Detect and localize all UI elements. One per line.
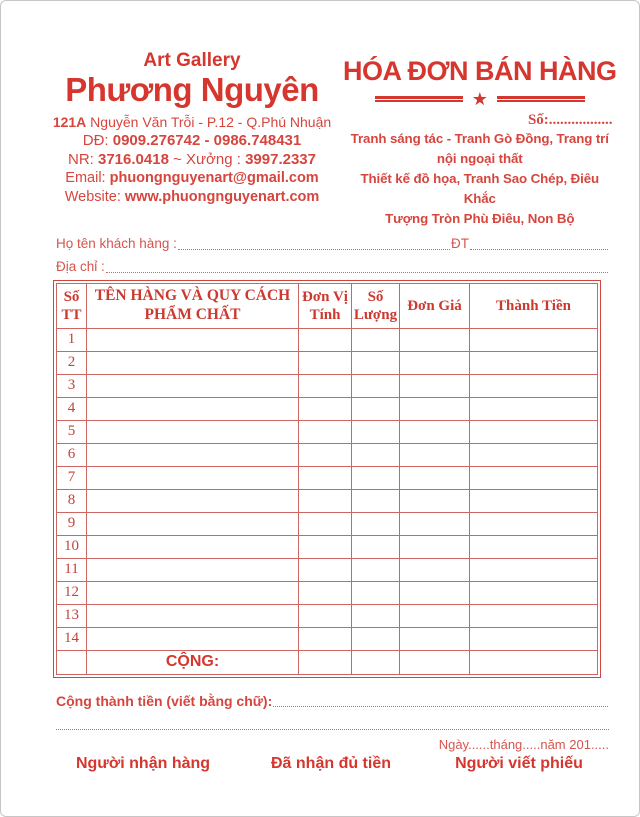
empty-cell: [470, 443, 598, 466]
table-row: [57, 397, 598, 420]
seller-block: [41, 51, 343, 229]
seller-tagline: Art Gallery: [143, 50, 241, 71]
empty-cell: [352, 489, 400, 512]
empty-cell: [299, 627, 352, 650]
items-table: [56, 283, 598, 675]
empty-cell: [352, 650, 400, 674]
signature-paid-confirmation: Đã nhận đủ tiền: [271, 754, 391, 772]
header: [1, 1, 639, 229]
table-row: [57, 512, 598, 535]
table-row: [57, 535, 598, 558]
empty-cell: [352, 351, 400, 374]
row-number-cell: 4: [57, 397, 87, 420]
amount-in-words-label: Cộng thành tiền (viết bằng chữ):: [56, 692, 273, 709]
empty-cell: [470, 650, 598, 674]
empty-cell: [400, 443, 470, 466]
email-value: phuongnguyenart@gmail.com: [109, 170, 319, 187]
empty-cell: [400, 650, 470, 674]
empty-cell: [400, 489, 470, 512]
website-label: Website:: [64, 188, 125, 205]
empty-cell: [299, 443, 352, 466]
empty-cell: [299, 604, 352, 627]
col-header-amount: Thành Tiền: [470, 284, 598, 329]
row-number-cell: 9: [57, 512, 87, 535]
seller-email-line: [41, 169, 343, 188]
table-row: [57, 443, 598, 466]
empty-cell: [470, 581, 598, 604]
customer-address-line: [56, 259, 609, 275]
empty-cell: [470, 535, 598, 558]
empty-cell: [87, 328, 299, 351]
empty-cell: [400, 328, 470, 351]
landline-label: NR:: [68, 150, 98, 168]
star-icon: ★: [471, 89, 488, 110]
seller-address: [41, 113, 343, 131]
row-number-cell: 7: [57, 466, 87, 489]
empty-cell: [470, 420, 598, 443]
col-header-stt: Số TT: [57, 284, 87, 329]
items-table-frame: [53, 280, 601, 678]
empty-cell: [352, 627, 400, 650]
row-number-cell: 8: [57, 489, 87, 512]
service-line-1: Tranh sáng tác - Tranh Gò Đồng, Trang trí nội ngoại thất: [350, 131, 609, 167]
empty-cell: [352, 420, 400, 443]
service-line-2: Thiết kế đồ họa, Tranh Sao Chép, Điêu Khắc: [360, 171, 600, 207]
empty-cell: [352, 581, 400, 604]
row-number-cell: 6: [57, 443, 87, 466]
empty-cell: [352, 443, 400, 466]
empty-cell: [299, 420, 352, 443]
total-label: CỘNG:: [87, 650, 299, 674]
empty-cell: [400, 558, 470, 581]
amount-in-words-fill-line: [273, 705, 608, 707]
row-number-cell: 1: [57, 328, 87, 351]
table-row: [57, 328, 598, 351]
service-line-3: Tượng Tròn Phù Điêu, Non Bộ: [385, 211, 575, 227]
landline-number: 3716.0418: [98, 150, 169, 168]
empty-cell: [400, 581, 470, 604]
empty-cell: [352, 558, 400, 581]
table-row: [57, 604, 598, 627]
date-line: Ngày......tháng.....năm 201.....: [438, 736, 609, 752]
seller-landline-line: [41, 150, 343, 169]
empty-cell: [400, 420, 470, 443]
empty-cell: [470, 627, 598, 650]
empty-cell: [470, 374, 598, 397]
empty-cell: [470, 328, 598, 351]
invoice-title-block: [343, 51, 617, 229]
signature-row: [49, 755, 613, 773]
invoice-title: HÓA ĐƠN BÁN HÀNG: [343, 56, 617, 86]
table-row: [57, 374, 598, 397]
empty-cell: [299, 581, 352, 604]
mobile-numbers: 0909.276742 - 0986.748431: [112, 131, 302, 149]
total-row: [57, 650, 598, 674]
empty-cell: [470, 466, 598, 489]
table-row: [57, 489, 598, 512]
customer-phone-label: ĐT: [451, 236, 469, 252]
signature-receiver: Người nhận hàng: [75, 754, 211, 772]
table-row: [57, 627, 598, 650]
empty-cell: [470, 489, 598, 512]
empty-cell: [87, 420, 299, 443]
empty-cell: [352, 466, 400, 489]
empty-cell: [87, 489, 299, 512]
customer-address-fill-line: [106, 271, 608, 273]
table-row: [57, 466, 598, 489]
col-header-unit: Đơn Vị Tính: [299, 284, 352, 329]
col-header-item-name: TÊN HÀNG VÀ QUY CÁCH PHẨM CHẤT: [87, 284, 299, 329]
website-value: www.phuongnguyenart.com: [124, 188, 320, 205]
row-number-cell: 10: [57, 535, 87, 558]
email-label: Email:: [65, 170, 110, 187]
row-number-cell: 5: [57, 420, 87, 443]
customer-phone-fill-line: [470, 248, 608, 250]
divider-rule-left: [375, 96, 463, 102]
signature-issuer: Người viết phiếu: [455, 754, 583, 772]
empty-cell: [352, 604, 400, 627]
seller-website-line: [41, 188, 343, 207]
empty-cell: [87, 558, 299, 581]
customer-address-label: Địa chỉ :: [56, 259, 105, 275]
empty-cell: [87, 581, 299, 604]
empty-cell: [400, 466, 470, 489]
empty-cell: [470, 558, 598, 581]
workshop-label: ~ Xưởng :: [168, 150, 246, 168]
table-row: [57, 581, 598, 604]
col-header-unit-price: Đơn Giá: [400, 284, 470, 329]
empty-cell: [352, 535, 400, 558]
seller-mobile-line: [41, 131, 343, 150]
empty-cell: [87, 535, 299, 558]
empty-cell: [352, 328, 400, 351]
empty-cell: [400, 512, 470, 535]
empty-cell: [87, 466, 299, 489]
row-number-cell: 3: [57, 374, 87, 397]
empty-cell: [87, 443, 299, 466]
empty-cell: [299, 351, 352, 374]
empty-cell: [87, 351, 299, 374]
empty-cell: [87, 512, 299, 535]
empty-cell: [299, 535, 352, 558]
workshop-number: 3997.2337: [245, 150, 316, 168]
empty-cell: [299, 374, 352, 397]
empty-cell: [87, 627, 299, 650]
title-divider: [343, 90, 617, 108]
table-row: [57, 558, 598, 581]
table-row: [57, 351, 598, 374]
divider-rule-right: [497, 96, 585, 102]
seller-address-number: 121A: [52, 113, 87, 130]
table-row: [57, 420, 598, 443]
empty-cell: [87, 397, 299, 420]
empty-cell: [299, 397, 352, 420]
empty-cell: [470, 512, 598, 535]
empty-cell: [400, 627, 470, 650]
empty-cell: [400, 397, 470, 420]
empty-cell: [299, 512, 352, 535]
invoice-serial-line: Số:.................: [527, 112, 613, 129]
row-number-cell: 12: [57, 581, 87, 604]
empty-cell: [470, 397, 598, 420]
empty-cell: [299, 466, 352, 489]
seller-brand-name: Phương Nguyên: [65, 70, 319, 108]
empty-cell: [400, 535, 470, 558]
empty-cell: [87, 374, 299, 397]
table-header-row: [57, 284, 598, 329]
empty-cell: [57, 650, 87, 674]
empty-cell: [400, 604, 470, 627]
empty-cell: [87, 604, 299, 627]
empty-cell: [352, 374, 400, 397]
empty-cell: [470, 351, 598, 374]
empty-cell: [352, 512, 400, 535]
row-number-cell: 13: [57, 604, 87, 627]
empty-cell: [299, 489, 352, 512]
mobile-label: DĐ:: [82, 131, 113, 149]
seller-address-street: Nguyễn Văn Trỗi - P.12 - Q.Phú Nhuận: [86, 113, 332, 130]
empty-cell: [470, 604, 598, 627]
empty-cell: [299, 328, 352, 351]
amount-in-words-line: [56, 693, 609, 709]
row-number-cell: 11: [57, 558, 87, 581]
customer-name-label: Họ tên khách hàng :: [56, 236, 177, 252]
empty-cell: [299, 558, 352, 581]
empty-cell: [400, 351, 470, 374]
row-number-cell: 2: [57, 351, 87, 374]
empty-cell: [352, 397, 400, 420]
row-number-cell: 14: [57, 627, 87, 650]
customer-name-fill-line: [178, 248, 450, 250]
amount-in-words-fill-line-2: [56, 721, 609, 730]
empty-cell: [400, 374, 470, 397]
empty-cell: [299, 650, 352, 674]
col-header-quantity: Số Lượng: [352, 284, 400, 329]
customer-name-line: [56, 236, 609, 252]
